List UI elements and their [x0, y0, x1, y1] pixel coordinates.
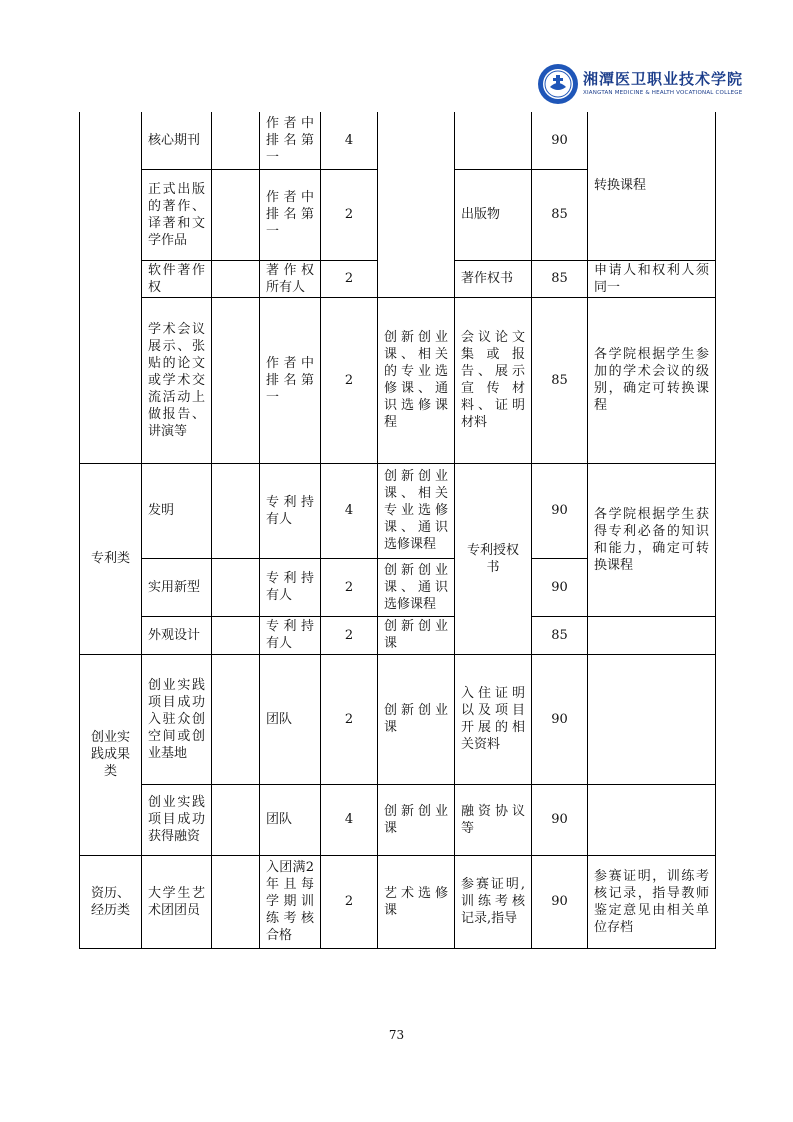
evidence-cell: 融资协议等 — [455, 784, 532, 855]
score-cell: 90 — [532, 112, 588, 169]
note-cell: 转换课程 — [588, 112, 716, 260]
item-cell: 大学生艺术团团员 — [142, 855, 212, 948]
credit-cell: 2 — [321, 855, 378, 948]
evidence-cell: 会议论文集或报告、展示宣传材料、证明材料 — [455, 297, 532, 463]
credit-cell: 4 — [321, 463, 378, 558]
level-cell — [212, 855, 260, 948]
page-number: 73 — [388, 1028, 405, 1042]
level-cell — [212, 297, 260, 463]
table-row — [80, 855, 716, 948]
note-cell: 各学院根据学生获得专利必备的知识和能力，确定可转换课程 — [588, 463, 716, 616]
score-cell: 90 — [532, 463, 588, 558]
score-cell: 90 — [532, 784, 588, 855]
item-cell: 核心期刊 — [142, 112, 212, 169]
item-cell: 学术会议展示、张贴的论文或学术交流活动上做报告、讲演等 — [142, 297, 212, 463]
course-cell: 创新创业课、通识选修课程 — [378, 558, 455, 616]
credit-cell: 2 — [321, 558, 378, 616]
level-cell — [212, 260, 260, 297]
level-cell — [212, 169, 260, 260]
item-cell: 正式出版的著作、译著和文学作品 — [142, 169, 212, 260]
note-cell — [588, 784, 716, 855]
credit-conversion-table — [79, 112, 716, 949]
credit-cell: 2 — [321, 297, 378, 463]
note-cell: 各学院根据学生参加的学术会议的级别，确定可转换课程 — [588, 297, 716, 463]
evidence-cell: 著作权书 — [455, 260, 532, 297]
score-cell: 90 — [532, 558, 588, 616]
category-cell: 资历、经历类 — [80, 855, 142, 948]
requirement-cell: 作者中排名第一 — [260, 169, 321, 260]
level-cell — [212, 558, 260, 616]
score-cell: 85 — [532, 169, 588, 260]
requirement-cell: 专利持有人 — [260, 558, 321, 616]
requirement-cell: 专利持有人 — [260, 463, 321, 558]
score-cell: 90 — [532, 654, 588, 784]
table-row — [80, 112, 716, 169]
credit-cell: 2 — [321, 616, 378, 654]
requirement-cell: 团队 — [260, 784, 321, 855]
college-name-cn: 湘潭医卫职业技术学院 — [583, 70, 744, 88]
category-cell — [80, 112, 142, 463]
score-cell: 85 — [532, 297, 588, 463]
note-cell: 参赛证明，训练考核记录，指导教师鉴定意见由相关单位存档 — [588, 855, 716, 948]
item-cell: 软件著作权 — [142, 260, 212, 297]
course-cell: 创新创业课、相关的专业选修课、通识选修课程 — [378, 297, 455, 463]
item-cell: 创业实践项目成功入驻众创空间或创业基地 — [142, 654, 212, 784]
credit-cell: 2 — [321, 169, 378, 260]
level-cell — [212, 784, 260, 855]
score-cell: 85 — [532, 260, 588, 297]
note-cell — [588, 616, 716, 654]
requirement-cell: 专利持有人 — [260, 616, 321, 654]
table-row — [80, 616, 716, 654]
level-cell — [212, 616, 260, 654]
course-cell: 创新创业课 — [378, 784, 455, 855]
table-row — [80, 297, 716, 463]
item-cell: 发明 — [142, 463, 212, 558]
credit-cell: 4 — [321, 784, 378, 855]
requirement-cell: 著作权所有人 — [260, 260, 321, 297]
table-row — [80, 654, 716, 784]
item-cell: 创业实践项目成功获得融资 — [142, 784, 212, 855]
evidence-cell: 专利授权书 — [455, 463, 532, 654]
category-cell: 专利类 — [80, 463, 142, 654]
course-cell: 创新创业课、相关专业选修课、通识选修课程 — [378, 463, 455, 558]
credit-cell: 4 — [321, 112, 378, 169]
requirement-cell: 作者中排名第一 — [260, 112, 321, 169]
table-row — [80, 784, 716, 855]
table-row — [80, 463, 716, 558]
level-cell — [212, 654, 260, 784]
category-cell: 创业实践成果类 — [80, 654, 142, 855]
level-cell — [212, 463, 260, 558]
evidence-cell: 出版物 — [455, 169, 532, 260]
score-cell: 85 — [532, 616, 588, 654]
item-cell: 外观设计 — [142, 616, 212, 654]
note-cell — [588, 654, 716, 784]
course-cell — [378, 112, 455, 297]
evidence-cell: 参赛证明,训练考核记录,指导 — [455, 855, 532, 948]
item-cell: 实用新型 — [142, 558, 212, 616]
college-emblem-icon — [537, 63, 579, 105]
credit-cell: 2 — [321, 260, 378, 297]
requirement-cell: 入团满2年且每学期训练考核合格 — [260, 855, 321, 948]
level-cell — [212, 112, 260, 169]
evidence-cell — [455, 112, 532, 169]
course-cell: 艺术选修课 — [378, 855, 455, 948]
credit-cell: 2 — [321, 654, 378, 784]
college-logo — [537, 63, 744, 113]
requirement-cell: 作者中排名第一 — [260, 297, 321, 463]
note-cell: 申请人和权利人须同一 — [588, 260, 716, 297]
course-cell: 创新创业课 — [378, 616, 455, 654]
score-cell: 90 — [532, 855, 588, 948]
course-cell: 创新创业课 — [378, 654, 455, 784]
college-name-en: XIANGTAN MEDICINE & HEALTH VOCATIONAL COLLEGE — [583, 90, 743, 96]
requirement-cell: 团队 — [260, 654, 321, 784]
evidence-cell: 入住证明以及项目开展的相关资料 — [455, 654, 532, 784]
